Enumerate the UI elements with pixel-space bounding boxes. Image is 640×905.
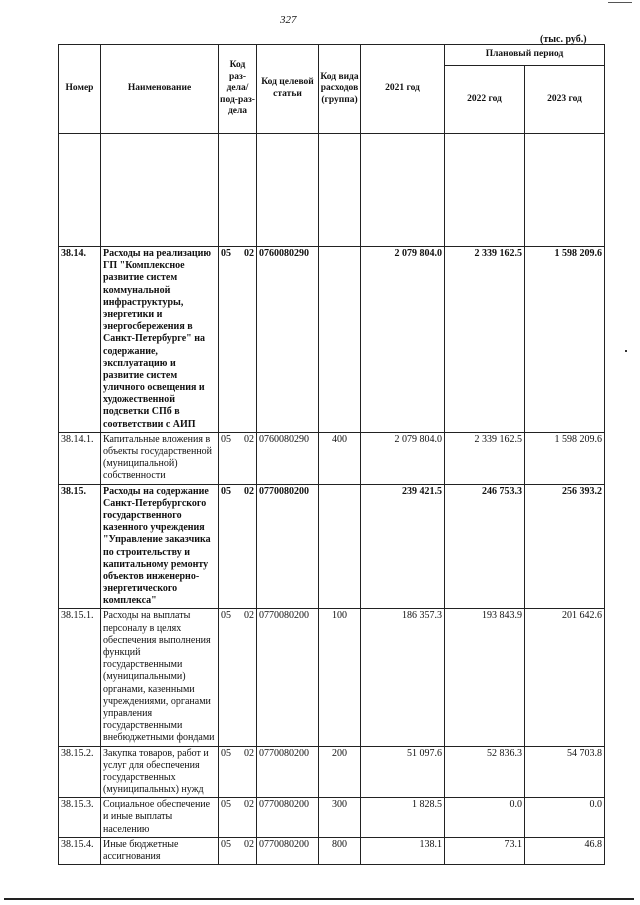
header-section-code: Код раз-дела/ под-раз-дела [219, 45, 257, 134]
table-row [59, 432, 605, 484]
section-code: 05 [221, 747, 231, 759]
header-year-2022: 2022 год [445, 66, 525, 134]
row-expense-type [319, 484, 361, 609]
row-name: Расходы на содержание Санкт-Петербургского государственного казенного учреждения "Управление заказчика по строительству и капитальному ремонту объектов инженерно-энергетического комплекса" [101, 484, 219, 609]
row-value-2022: 73.1 [445, 837, 525, 864]
section-code: 05 [221, 838, 231, 850]
row-expense-type: 100 [319, 609, 361, 746]
row-name: Социальное обеспечение и иные выплаты населению [101, 798, 219, 838]
row-value-2022: 246 753.3 [445, 484, 525, 609]
row-value-2023: 256 393.2 [525, 484, 605, 609]
row-target-code: 0760080290 [257, 432, 319, 484]
subsection-code: 02 [244, 799, 254, 811]
table-row [59, 837, 605, 864]
row-expense-type: 200 [319, 746, 361, 798]
row-name: Расходы на реализацию ГП "Комплексное развитие систем коммунальной инфраструктуры, энергетики и энергосбережения в Санкт-Петербурге" на содержание, эксплуатацию и развитие систем уличного освещения и художественной подсветки СПб в соответствии с АИП [101, 247, 219, 433]
row-number: 38.15.4. [59, 837, 101, 864]
row-section-code [219, 432, 257, 484]
row-value-2022: 2 339 162.5 [445, 247, 525, 433]
row-target-code: 0760080290 [257, 247, 319, 433]
row-number: 38.14.1. [59, 432, 101, 484]
table-row [59, 484, 605, 609]
subsection-code: 02 [244, 248, 254, 259]
subsection-code: 02 [244, 610, 254, 622]
row-section-code [219, 798, 257, 838]
subsection-code: 02 [244, 485, 254, 497]
section-code: 05 [221, 799, 231, 811]
row-value-2021: 239 421.5 [361, 484, 445, 609]
units-label: (тыс. руб.) [540, 34, 587, 45]
row-number: 38.14. [59, 247, 101, 433]
header-spacer-row [59, 134, 605, 247]
section-code: 05 [221, 433, 231, 445]
row-number: 38.15.2. [59, 746, 101, 798]
table-row [59, 247, 605, 433]
table-row [59, 798, 605, 838]
header-target-code: Код целевой статьи [257, 45, 319, 134]
subsection-code: 02 [244, 433, 254, 445]
row-name: Капитальные вложения в объекты государственной (муниципальной) собственности [101, 432, 219, 484]
section-code: 05 [221, 485, 231, 497]
row-value-2021: 1 828.5 [361, 798, 445, 838]
page-number: 327 [280, 14, 297, 26]
row-name: Расходы на выплаты персоналу в целях обеспечения выполнения функций государственными (муниципальными) органами, казенными учреждениями, органами управления государственными внебюджетными фондами [101, 609, 219, 746]
row-value-2022: 52 836.3 [445, 746, 525, 798]
row-target-code: 0770080200 [257, 746, 319, 798]
subsection-code: 02 [244, 838, 254, 850]
header-name: Наименование [101, 45, 219, 134]
subsection-code: 02 [244, 747, 254, 759]
row-value-2022: 0.0 [445, 798, 525, 838]
row-section-code [219, 484, 257, 609]
row-number: 38.15. [59, 484, 101, 609]
section-code: 05 [221, 248, 231, 259]
top-rule [608, 2, 632, 3]
row-value-2023: 1 598 209.6 [525, 247, 605, 433]
header-plan-period: Плановый период [445, 45, 605, 66]
row-value-2021: 138.1 [361, 837, 445, 864]
row-name: Иные бюджетные ассигнования [101, 837, 219, 864]
row-value-2023: 1 598 209.6 [525, 432, 605, 484]
table-row [59, 746, 605, 798]
row-value-2021: 186 357.3 [361, 609, 445, 746]
table-body [59, 134, 605, 865]
header-year-2023: 2023 год [525, 66, 605, 134]
row-section-code [219, 837, 257, 864]
budget-table [58, 44, 605, 865]
row-value-2023: 201 642.6 [525, 609, 605, 746]
row-target-code: 0770080200 [257, 798, 319, 838]
row-number: 38.15.1. [59, 609, 101, 746]
row-target-code: 0770080200 [257, 837, 319, 864]
row-expense-type: 400 [319, 432, 361, 484]
margin-mark [625, 350, 627, 352]
row-target-code: 0770080200 [257, 484, 319, 609]
table-header [59, 45, 605, 134]
row-expense-type: 300 [319, 798, 361, 838]
header-number: Номер [59, 45, 101, 134]
row-value-2021: 51 097.6 [361, 746, 445, 798]
header-expense-type: Код вида расходов (группа) [319, 45, 361, 134]
row-value-2021: 2 079 804.0 [361, 432, 445, 484]
row-value-2023: 54 703.8 [525, 746, 605, 798]
row-value-2022: 193 843.9 [445, 609, 525, 746]
section-code: 05 [221, 610, 231, 622]
row-value-2023: 46.8 [525, 837, 605, 864]
row-name: Закупка товаров, работ и услуг для обеспечения государственных (муниципальных) нужд [101, 746, 219, 798]
row-target-code: 0770080200 [257, 609, 319, 746]
row-value-2021: 2 079 804.0 [361, 247, 445, 433]
row-section-code [219, 609, 257, 746]
row-value-2023: 0.0 [525, 798, 605, 838]
row-expense-type [319, 247, 361, 433]
row-section-code [219, 247, 257, 433]
row-value-2022: 2 339 162.5 [445, 432, 525, 484]
table-row [59, 609, 605, 746]
bottom-rule [4, 898, 634, 900]
row-section-code [219, 746, 257, 798]
header-year-2021: 2021 год [361, 45, 445, 134]
row-expense-type: 800 [319, 837, 361, 864]
row-number: 38.15.3. [59, 798, 101, 838]
